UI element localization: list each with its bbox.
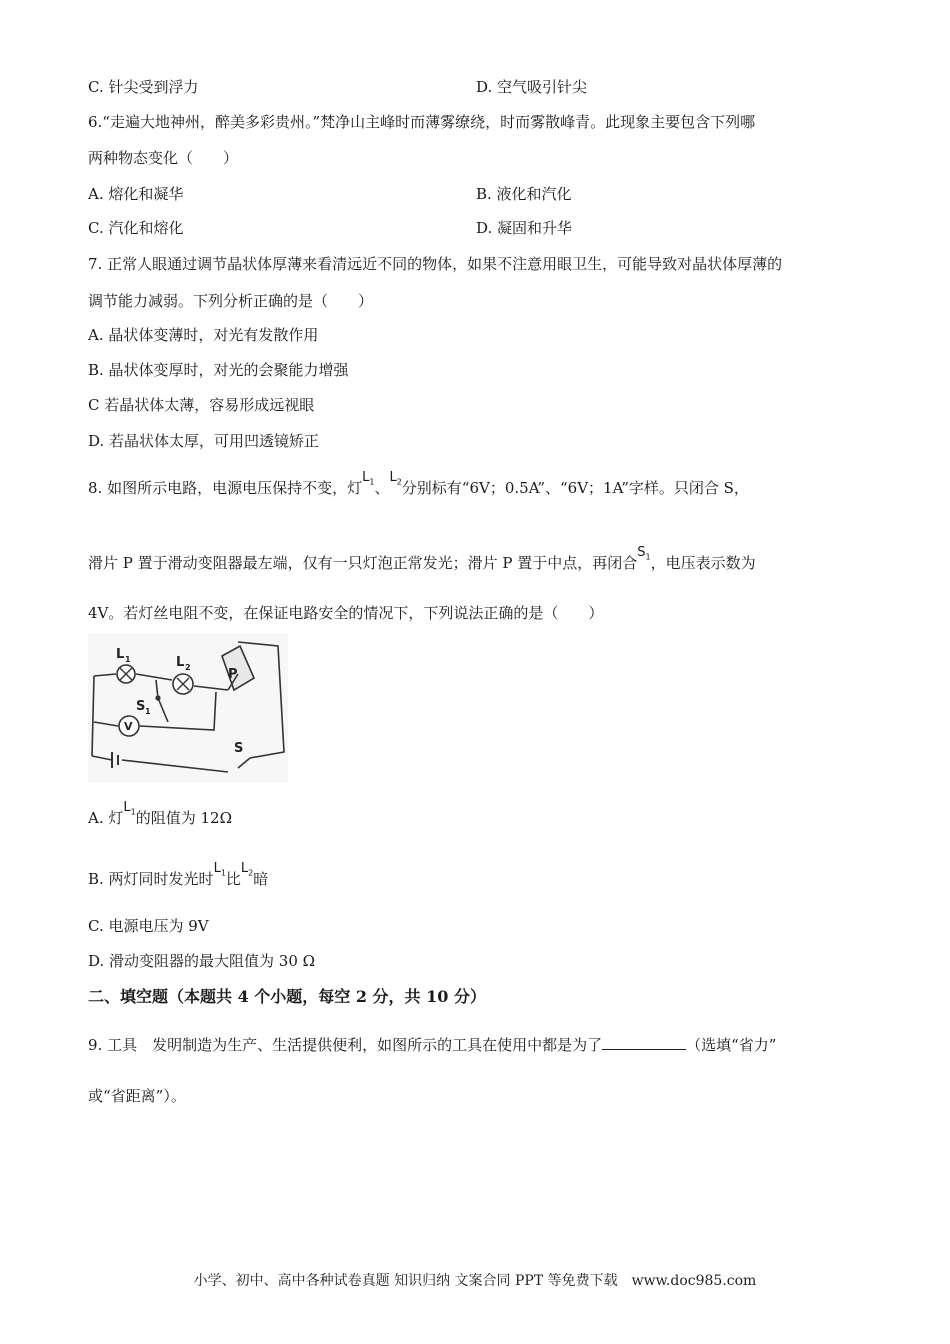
q7-option-a: A. 晶状体变薄时，对光有发散作用: [88, 326, 319, 344]
q8-stem-text-c: 滑片 P 置于滑动变阻器最左端，仅有一只灯泡正常发光；滑片 P 置于中点，再闭合: [88, 554, 638, 572]
symbol-l1: $L_1$: [362, 470, 375, 487]
q7-option-b: B. 晶状体变厚时，对光的会聚能力增强: [88, 361, 349, 379]
q8-option-b: B. 两灯同时发光时$L_1$比$L_2$暗: [88, 861, 269, 888]
label-l1-sub: 1: [125, 655, 131, 664]
q8-stem-line2: [88, 545, 756, 580]
switch-node: [156, 696, 160, 700]
label-s: S: [234, 741, 244, 756]
q6-option-b: B. 液化和汽化: [476, 185, 572, 203]
q9-stem-line2: 或“省距离”）。: [88, 1087, 186, 1105]
label-s1-sub: 1: [145, 707, 151, 716]
q8-option-d: D. 滑动变阻器的最大阻值为 30 Ω: [88, 952, 316, 970]
page-footer: 小学、初中、高中各种试卷真题 知识归纳 文案合同 PPT 等免费下载 www.doc985.com: [193, 1273, 757, 1289]
q8-stem-line1: [88, 470, 749, 505]
q8-stem-line3: 4V。若灯丝电阻不变，在保证电路安全的情况下，下列说法正确的是（ ）: [88, 604, 604, 622]
label-p: P: [228, 667, 238, 682]
q6-option-a: A. 熔化和凝华: [88, 185, 184, 203]
q8-stem-text-a: 8. 如图所示电路，电源电压保持不变，灯: [88, 479, 363, 497]
q9-stem-line1: 9. 工具 发明制造为生产、生活提供便利，如图所示的工具在使用中都是为了 （选填“省力”: [88, 1036, 777, 1054]
symbol-l1: $L_1$: [213, 861, 226, 878]
voltmeter-label: V: [124, 720, 133, 733]
symbol-l1: $L_1$: [123, 800, 136, 817]
lamp-l1-icon: [117, 665, 135, 683]
q6-option-d: D. 凝固和升华: [476, 219, 573, 237]
label-s1: S: [136, 699, 146, 714]
symbol-l2: $L_2$: [240, 861, 254, 878]
q8-option-a: A. 灯$L_1$的阻值为 12Ω: [88, 800, 233, 827]
q7-stem-line2: 调节能力减弱。下列分析正确的是（ ）: [88, 292, 374, 310]
q7-option-d: D. 若晶状体太厚，可用凹透镜矫正: [88, 432, 320, 450]
symbol-l2: $L_2$: [389, 470, 402, 487]
symbol-s1: $S_1$: [637, 545, 651, 562]
circuit-diagram: [88, 634, 288, 782]
section-2-title: 二、填空题（本题共 4 个小题，每空 2 分，共 10 分）: [88, 987, 486, 1006]
q8-separator: 、: [374, 479, 390, 497]
q7-stem-line1: 7. 正常人眼通过调节晶状体厚薄来看清远近不同的物体，如果不注意用眼卫生，可能导致对晶状体厚薄的: [88, 255, 783, 273]
lamp-l2-icon: [173, 674, 193, 694]
q8-stem-text-d: ，电压表示数为: [650, 554, 756, 572]
q7-option-c: C 若晶状体太薄，容易形成远视眼: [88, 396, 315, 414]
label-l2-sub: 2: [185, 663, 191, 672]
q8-option-c: C. 电源电压为 9V: [88, 917, 209, 935]
q5-option-c: C. 针尖受到浮力: [88, 78, 199, 96]
q6-stem-line2: 两种物态变化（ ）: [88, 149, 239, 167]
label-l1: L: [116, 647, 125, 662]
answer-blank[interactable]: [602, 1035, 686, 1050]
q6-stem-line1: 6.“走遍大地神州，醉美多彩贵州。”梵净山主峰时而薄雾缭绕，时而雾散峰青。此现象主要包含下列哪: [88, 113, 756, 131]
q5-option-d: D. 空气吸引针尖: [476, 78, 588, 96]
label-l2: L: [176, 655, 185, 670]
q6-option-c: C. 汽化和熔化: [88, 219, 184, 237]
q8-stem-text-b: 分别标有“6V；0.5A”、“6V；1A”字样。只闭合 S，: [401, 479, 749, 497]
